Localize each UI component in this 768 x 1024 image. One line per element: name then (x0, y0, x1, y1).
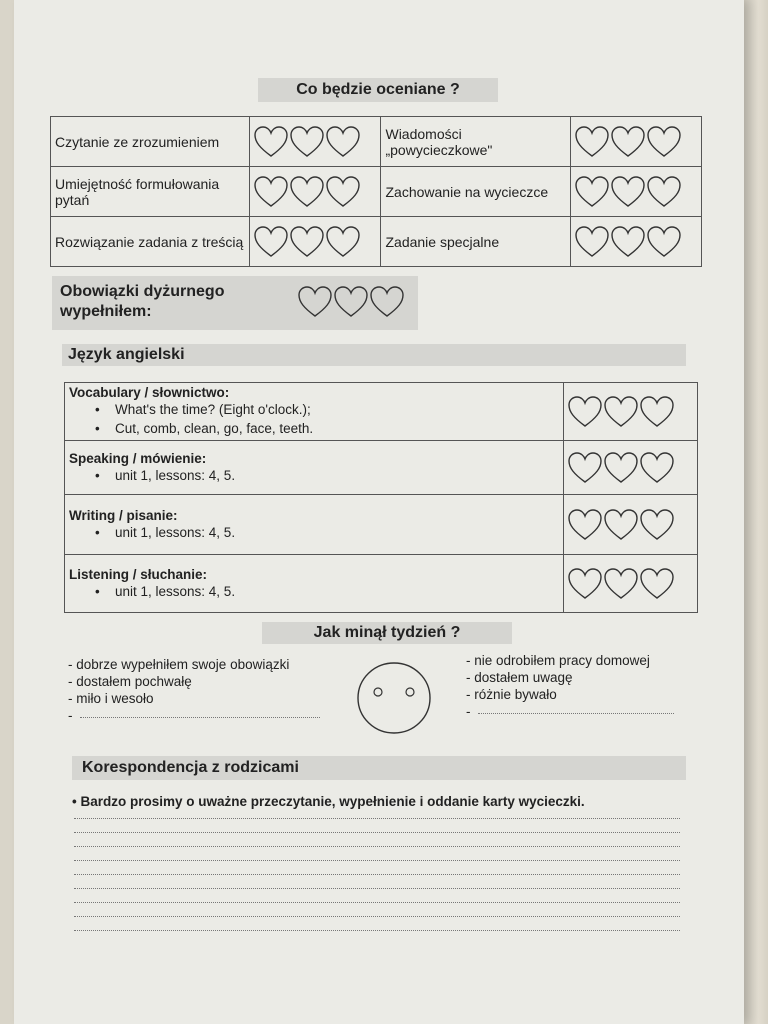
rating-hearts[interactable] (564, 495, 698, 555)
smiley-face-icon[interactable] (354, 660, 434, 736)
heart-icon[interactable] (326, 226, 360, 258)
heart-icon[interactable] (254, 226, 288, 258)
english-skill-cell (65, 383, 564, 441)
heart-icon[interactable] (568, 396, 602, 428)
heart-icon[interactable] (640, 568, 674, 600)
heart-icon[interactable] (326, 126, 360, 158)
heart-icon[interactable] (611, 226, 645, 258)
english-table (64, 382, 698, 613)
heart-icon[interactable] (568, 568, 602, 600)
list-item: - (68, 708, 73, 723)
list-item: - dobrze wypełniłem swoje obowiązki (68, 657, 290, 672)
duty-rating-hearts[interactable] (298, 286, 404, 318)
heart-icon[interactable] (647, 126, 681, 158)
criterion-label: Umiejętność formułowania pytań (51, 167, 250, 217)
list-item: - dostałem pochwałę (68, 674, 192, 689)
writing-line[interactable] (74, 902, 680, 903)
heart-icon[interactable] (254, 176, 288, 208)
skill-heading: Writing / pisanie: (69, 507, 178, 523)
duty-title: Obowiązki dyżurnego wypełniłem: (60, 283, 225, 320)
writing-line[interactable] (74, 860, 680, 861)
heart-icon[interactable] (370, 286, 404, 318)
heart-icon[interactable] (575, 176, 609, 208)
week-positive-list (68, 656, 338, 724)
assessment-title: Co będzie oceniane ? (258, 78, 498, 102)
rating-hearts[interactable] (250, 217, 381, 267)
list-item: • unit 1, lessons: 4, 5. (95, 467, 236, 483)
assessment-table (50, 116, 702, 267)
rating-hearts[interactable] (570, 117, 701, 167)
heart-icon[interactable] (575, 126, 609, 158)
list-item: - (466, 704, 471, 719)
english-title: Język angielski (62, 344, 686, 366)
heart-icon[interactable] (604, 509, 638, 541)
heart-icon[interactable] (611, 176, 645, 208)
heart-icon[interactable] (290, 226, 324, 258)
heart-icon[interactable] (611, 126, 645, 158)
heart-icon[interactable] (640, 509, 674, 541)
criterion-label: Czytanie ze zrozumieniem (51, 117, 250, 167)
writing-line[interactable] (74, 930, 680, 931)
writing-line[interactable] (74, 874, 680, 875)
rating-hearts[interactable] (570, 217, 701, 267)
heart-icon[interactable] (290, 126, 324, 158)
page-edge (744, 0, 768, 1024)
list-item: - nie odrobiłem pracy domowej (466, 653, 650, 668)
criterion-label: Zadanie specjalne (381, 217, 570, 267)
heart-icon[interactable] (254, 126, 288, 158)
message-text: Bardzo prosimy o uważne przeczytanie, wypełnienie i oddanie karty wycieczki. (80, 794, 585, 809)
list-item: • unit 1, lessons: 4, 5. (95, 524, 236, 540)
list-item: - dostałem uwagę (466, 670, 573, 685)
criterion-label: Rozwiązanie zadania z treścią (51, 217, 250, 267)
heart-icon[interactable] (604, 452, 638, 484)
list-item: • unit 1, lessons: 4, 5. (95, 583, 236, 599)
bullet-icon: • (72, 794, 81, 809)
fill-in-line[interactable] (80, 717, 320, 718)
rating-hearts[interactable] (564, 383, 698, 441)
writing-line[interactable] (74, 846, 680, 847)
skill-heading: Speaking / mówienie: (69, 450, 207, 466)
writing-line[interactable] (74, 832, 680, 833)
heart-icon[interactable] (298, 286, 332, 318)
heart-icon[interactable] (568, 452, 602, 484)
writing-line[interactable] (74, 916, 680, 917)
criterion-label: Wiadomości „powycieczkowe" (381, 117, 570, 167)
heart-icon[interactable] (604, 568, 638, 600)
rating-hearts[interactable] (570, 167, 701, 217)
list-item: • What's the time? (Eight o'clock.); (95, 402, 311, 417)
heart-icon[interactable] (647, 226, 681, 258)
heart-icon[interactable] (604, 396, 638, 428)
week-negative-list (466, 652, 706, 720)
heart-icon[interactable] (568, 509, 602, 541)
fill-in-line[interactable] (478, 713, 674, 714)
list-item: - miło i wesoło (68, 691, 154, 706)
list-item: - różnie bywało (466, 687, 557, 702)
rating-hearts[interactable] (250, 167, 381, 217)
parents-title: Korespondencja z rodzicami (72, 756, 686, 780)
writing-line[interactable] (74, 818, 680, 819)
writing-line[interactable] (74, 888, 680, 889)
heart-icon[interactable] (640, 452, 674, 484)
rating-hearts[interactable] (564, 441, 698, 495)
week-title: Jak minął tydzień ? (262, 622, 512, 644)
rating-hearts[interactable] (250, 117, 381, 167)
english-skill-cell (65, 555, 564, 613)
english-skill-cell (65, 495, 564, 555)
heart-icon[interactable] (290, 176, 324, 208)
heart-icon[interactable] (334, 286, 368, 318)
skill-heading: Vocabulary / słownictwo: (69, 385, 230, 400)
criterion-label: Zachowanie na wycieczce (381, 167, 570, 217)
rating-hearts[interactable] (564, 555, 698, 613)
heart-icon[interactable] (575, 226, 609, 258)
skill-heading: Listening / słuchanie: (69, 566, 208, 582)
heart-icon[interactable] (640, 396, 674, 428)
heart-icon[interactable] (647, 176, 681, 208)
heart-icon[interactable] (326, 176, 360, 208)
list-item: • Cut, comb, clean, go, face, teeth. (95, 421, 314, 436)
parents-message (72, 794, 692, 809)
english-skill-cell (65, 441, 564, 495)
